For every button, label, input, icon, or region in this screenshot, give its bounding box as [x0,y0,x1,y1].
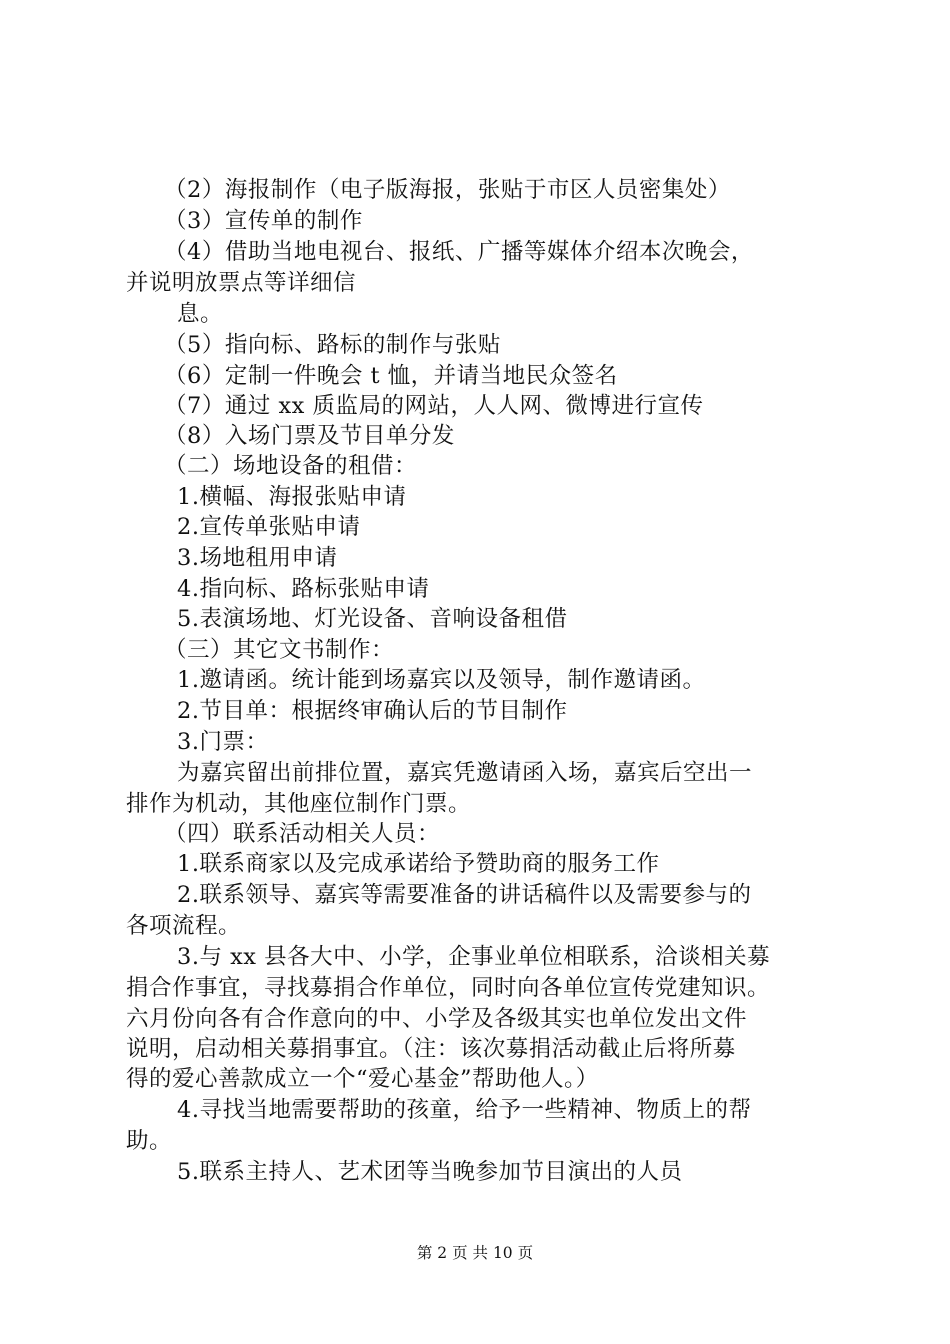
text-line: 为嘉宾留出前排位置，嘉宾凭邀请函入场，嘉宾后空出一 [177,760,753,786]
text-line: 捐合作事宜，寻找募捐合作单位，同时向各单位宣传党建知识。 [126,975,771,1001]
text-line: 2.节目单：根据终审确认后的节目制作 [177,698,568,724]
text-line: 1.横幅、海报张贴申请 [177,484,407,510]
section-heading: （四）联系活动相关人员： [164,821,441,847]
text-line: 2.宣传单张贴申请 [177,514,361,540]
text-line: 各项流程。 [126,913,242,939]
section-heading: （三）其它文书制作： [164,637,395,663]
page-footer: 第 2 页 共 10 页 [416,1244,534,1262]
text-line: 六月份向各有合作意向的中、小学及各级其实也单位发出文件 [126,1006,748,1032]
text-line: 排作为机动，其他座位制作门票。 [126,791,472,817]
text-line: 4.指向标、路标张贴申请 [177,576,430,602]
text-line: （6）定制一件晚会 t 恤，并请当地民众签名 [164,363,618,389]
text-line: （8）入场门票及节目单分发 [164,423,455,449]
text-line: 3.门票： [177,729,269,755]
text-line: 并说明放票点等详细信 [126,270,357,296]
text-line: 说明，启动相关募捐事宜。（注：该次募捐活动截止后将所募 [126,1036,736,1062]
text-line: （7）通过 xx 质监局的网站，人人网、微博进行宣传 [164,393,704,419]
text-line: 3.场地租用申请 [177,545,338,571]
text-line: 3.与 xx 县各大中、小学，企事业单位相联系，洽谈相关募 [177,944,771,970]
text-line: 1.邀请函。统计能到场嘉宾以及领导，制作邀请函。 [177,667,706,693]
text-line: （2）海报制作（电子版海报，张贴于市区人员密集处） [164,177,731,203]
text-line: 息。 [177,301,224,327]
section-heading: （二）场地设备的租借： [164,453,418,479]
text-line: 得的爱心善款成立一个“爱心基金”帮助他人。） [126,1066,599,1092]
text-line: 2.联系领导、嘉宾等需要准备的讲话稿件以及需要参与的 [177,882,752,908]
text-line: （3）宣传单的制作 [164,208,363,234]
text-line: 1.联系商家以及完成承诺给予赞助商的服务工作 [177,851,660,877]
text-line: （5）指向标、路标的制作与张贴 [164,332,501,358]
text-line: 助。 [126,1128,173,1154]
text-line: 4.寻找当地需要帮助的孩童，给予一些精神、物质上的帮 [177,1097,752,1123]
text-line: （4）借助当地电视台、报纸、广播等媒体介绍本次晚会， [164,239,754,265]
text-line: 5.表演场地、灯光设备、音响设备租借 [177,606,568,632]
text-line: 5.联系主持人、艺术团等当晚参加节目演出的人员 [177,1159,683,1185]
